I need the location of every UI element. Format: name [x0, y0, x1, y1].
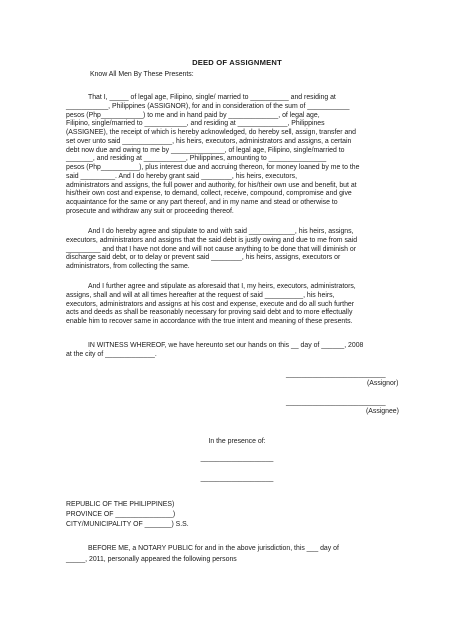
- assignee-signature-line: __________________________: [286, 399, 386, 406]
- witness-city: at the city of _____________.: [66, 351, 157, 358]
- witness-signature-line-2: ___________________: [200, 475, 274, 482]
- assignor-signature-line: __________________________: [286, 371, 386, 378]
- presence-label: In the presence of:: [208, 438, 266, 445]
- witness-clause: IN WITNESS WHEREOF, we have hereunto set our hands on this __ day of ______, 2008: [88, 342, 364, 349]
- paragraph-consideration: That I, _____ of legal age, Filipino, single/ married to __________ and residing at ___________, Philippines (ASSIGNOR), for and in consideration of the sum of ___________ pesos (Php___________) to me and in hand paid by _____________, of legal age, Filipino, single/married to ___________, and residing at _____________, Philippines (ASSIGNEE), the receipt of which is hereby acknowledged, do hereby sell, assign, transfer and set over unto said _____________, his heirs, executors, administrators and assigns, a certain debt now due and owing to me by ______________, of legal age, Filipino, single/married to _______, and residing at ___________, Philippines, amounting to _______________ pesos (Php__________), plus interest due and accruing thereon, for money loaned by me to the said _________. And I do hereby grant said ________, his heirs, executors, administrators and assigns, the full power and authority, for his/their own use and benefit, but at his/their own cost and expense, to demand, collect, receive, compound, compromise and give acquaintance for the same or any part thereof, and in my name and stead or otherwise to prosecute and withdraw any suit or proceeding thereof.: [66, 94, 360, 215]
- assignor-label: (Assignor): [367, 380, 399, 387]
- salutation: Know All Men By These Presents:: [90, 71, 194, 78]
- paragraph-warranty: And I do hereby agree and stipulate to and with said ____________, his heirs, assigns, executors, administrators and assigns that the said debt is justly owing and due to me from said _________ and that I have not done and will not cause anything to be done that will diminish or discharge said debt, or to delay or prevent said ________, his heirs, assigns, executors or administrators, from collecting the same.: [66, 228, 358, 270]
- venue-city: CITY/MUNICIPALITY OF _______) S.S.: [66, 521, 189, 528]
- notary-acknowledgment: BEFORE ME, a NOTARY PUBLIC for and in the above jurisdiction, this ___ day of: [88, 545, 339, 552]
- paragraph-further-assurance: And I further agree and stipulate as aforesaid that I, my heirs, executors, administrators, assigns, shall and will at all times hereafter at the request of said __________, his heirs, executors, administrators and assigns at his cost and expense, execute and do all such further acts and deeds as shall be reasonably necessary for proving said debt and to more effectually enable him to recover same in accordance with the true intent and meaning of these presents.: [66, 283, 356, 325]
- assignee-label: (Assignee): [366, 408, 399, 415]
- document-title: DEED OF ASSIGNMENT: [192, 58, 282, 67]
- venue-province: PROVINCE OF _______________): [66, 511, 176, 518]
- notary-acknowledgment-cont: _____, 2011, personally appeared the following persons: [66, 556, 237, 563]
- venue-republic: REPUBLIC OF THE PHILIPPINES): [66, 501, 175, 508]
- witness-signature-line-1: ___________________: [200, 455, 274, 462]
